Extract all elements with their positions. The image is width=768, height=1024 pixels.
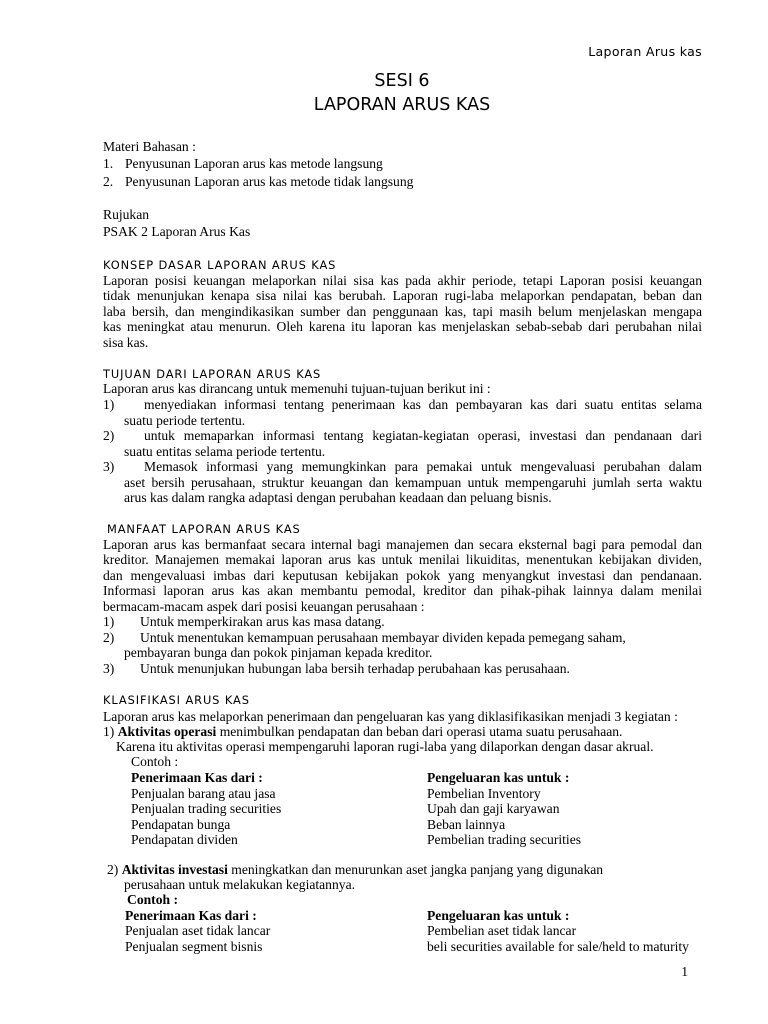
rujukan-text: PSAK 2 Laporan Arus Kas: [103, 224, 251, 239]
section-heading-manfaat: MANFAAT LAPORAN ARUS KAS: [107, 522, 301, 536]
tujuan-item-text: aset bersih perusahaan, struktur keuangan dan kemampuan untuk mempengaruhi jumlah serta waktu: [124, 475, 702, 490]
manfaat-item-text: Untuk menunjukan hubungan laba bersih terhadap perubahaan kas perusahaan.: [140, 661, 570, 676]
column-heading-pengeluaran: Pengeluaran kas untuk :: [427, 908, 570, 923]
materi-label: Materi Bahasan :: [103, 139, 196, 154]
tujuan-item-text: menyediakan informasi tentang penerimaan kas dan pembayaran kas dari suatu entitas selama: [144, 397, 702, 412]
materi-item: [103, 174, 113, 189]
konsep-paragraph: [103, 273, 702, 350]
materi-item-text: Penyusunan Laporan arus kas metode langsung: [125, 156, 383, 171]
manfaat-item-text: pembayaran bunga dan pokok pinjaman kepada kreditor.: [124, 645, 433, 660]
column-heading-penerimaan: Penerimaan Kas dari :: [131, 770, 263, 785]
investasi-description-line: perusahaan untuk melakukan kegiatannya.: [124, 877, 356, 892]
list-item: Penjualan trading securities: [131, 801, 282, 816]
operasi-description: menimbulkan pendapatan dan beban dari operasi utama suatu perusahaan.: [216, 724, 623, 739]
column-heading-pengeluaran: Pengeluaran kas untuk :: [427, 770, 570, 785]
manfaat-item-text: Untuk menentukan kemampuan perusahaan membayar dividen kepada pemegang saham,: [140, 630, 626, 645]
list-number: 1): [103, 724, 115, 739]
list-item: Pendapatan bunga: [131, 817, 231, 832]
list-number: 2): [103, 428, 115, 443]
paragraph-line: dan mengevaluasi imbas dari keputusan kebijakan pokok yang menyangkut investasi dan pendanaan.: [103, 567, 702, 583]
list-item: beli securities available for sale/held to maturity: [427, 939, 689, 954]
list-number: 1): [103, 397, 115, 412]
document-title: LAPORAN ARUS KAS: [313, 95, 491, 115]
paragraph-line: kreditor. Manajemen memakai laporan arus kas untuk menilai likuiditas, menentukan kebijakan dividen,: [103, 552, 702, 568]
contoh-label: Contoh :: [127, 892, 178, 907]
list-item: Pembelian trading securities: [427, 832, 582, 847]
paragraph-line: sisa kas.: [103, 334, 149, 350]
term-operasi: Aktivitas operasi: [117, 724, 217, 739]
paragraph-line: laba bersih, dan mengindikasikan sumber dan penggunaan kas, tapi masih belum menjelaskan mengapa: [103, 303, 702, 319]
klasifikasi-operasi: [103, 724, 622, 739]
list-item: Beban lainnya: [427, 817, 506, 832]
operasi-description-line: Karena itu aktivitas operasi mempengaruhi laporan rugi-laba yang dilaporkan dengan dasar akrual.: [116, 739, 654, 754]
paragraph-line: Laporan arus kas bermanfaat secara internal bagi manajemen dan secara eksternal bagi para pemodal dan: [103, 537, 702, 552]
manfaat-paragraph: [103, 537, 702, 614]
column-heading-penerimaan: Penerimaan Kas dari :: [125, 908, 257, 923]
list-number: 2): [103, 630, 115, 645]
list-number: 3): [103, 661, 115, 676]
term-investasi: Aktivitas investasi: [121, 862, 228, 877]
tujuan-item-text: untuk memaparkan informasi tentang kegiatan-kegiatan operasi, investasi dan pendanaan dari: [144, 428, 702, 443]
paragraph-line: Informasi laporan arus kas akan membantu pemodal, kreditor dan pihak-pihak lainnya dalam menilai: [103, 583, 702, 599]
section-heading-tujuan: TUJUAN DARI LAPORAN ARUS KAS: [103, 367, 322, 381]
paragraph-line: bermacam-macam aspek dari posisi keuangan perusahaan :: [103, 598, 425, 614]
list-number: 2): [107, 862, 119, 877]
list-number: 1): [103, 614, 115, 629]
section-heading-klasifikasi: KLASIFIKASI ARUS KAS: [103, 693, 250, 707]
list-item: Penjualan aset tidak lancar: [125, 923, 271, 938]
section-heading-konsep: KONSEP DASAR LAPORAN ARUS KAS: [103, 258, 337, 272]
list-number: 1.: [103, 156, 114, 171]
klasifikasi-investasi: [107, 862, 603, 877]
tujuan-item-text: Memasok informasi yang memungkinkan para pemakai untuk mengevaluasi perubahan dalam: [144, 459, 702, 474]
list-item: Upah dan gaji karyawan: [427, 801, 560, 816]
list-number: 2.: [103, 174, 114, 189]
list-item: Penjualan barang atau jasa: [131, 786, 276, 801]
tujuan-item-text: suatu periode tertentu.: [124, 413, 246, 428]
page-number: 1: [681, 963, 688, 979]
list-item: Pembelian aset tidak lancar: [427, 923, 577, 938]
list-number: 3): [103, 459, 115, 474]
tujuan-item-text: arus kas dalam rangka adaptasi dengan perubahan keadaan dan peluang bisnis.: [124, 490, 552, 505]
running-header: Laporan Arus kas: [588, 44, 702, 59]
materi-item: [103, 156, 113, 171]
paragraph-line: tidak menunjukan kenapa sisa nilai kas berubah. Laporan rugi-laba melaporkan pendapatan, beban dan: [103, 288, 702, 304]
paragraph-line: Laporan posisi keuangan melaporkan nilai sisa kas pada akhir periode, tetapi Laporan posisi keuangan: [103, 273, 702, 288]
klasifikasi-intro: Laporan arus kas melaporkan penerimaan dan pengeluaran kas yang diklasifikasikan menjadi 3 kegiatan :: [103, 709, 678, 724]
materi-item-text: Penyusunan Laporan arus kas metode tidak langsung: [125, 174, 414, 189]
contoh-label: Contoh :: [131, 754, 179, 769]
session-title: SESI 6: [374, 71, 430, 91]
list-item: Pendapatan dividen: [131, 832, 238, 847]
list-item: Penjualan segment bisnis: [125, 939, 263, 954]
tujuan-item-text: suatu entitas selama periode tertentu.: [124, 444, 326, 459]
manfaat-item-text: Untuk memperkirakan arus kas masa datang.: [140, 614, 385, 629]
paragraph-line: kas meningkat atau menurun. Oleh karena itu laporan kas menjelaskan sebab-sebab dari perubahan nilai: [103, 319, 702, 335]
tujuan-intro: Laporan arus kas dirancang untuk memenuhi tujuan-tujuan berikut ini :: [103, 381, 491, 396]
rujukan-label: Rujukan: [103, 207, 150, 222]
list-item: Pembelian Inventory: [427, 786, 541, 801]
investasi-description: meningkatkan dan menurunkan aset jangka panjang yang digunakan: [227, 862, 604, 877]
